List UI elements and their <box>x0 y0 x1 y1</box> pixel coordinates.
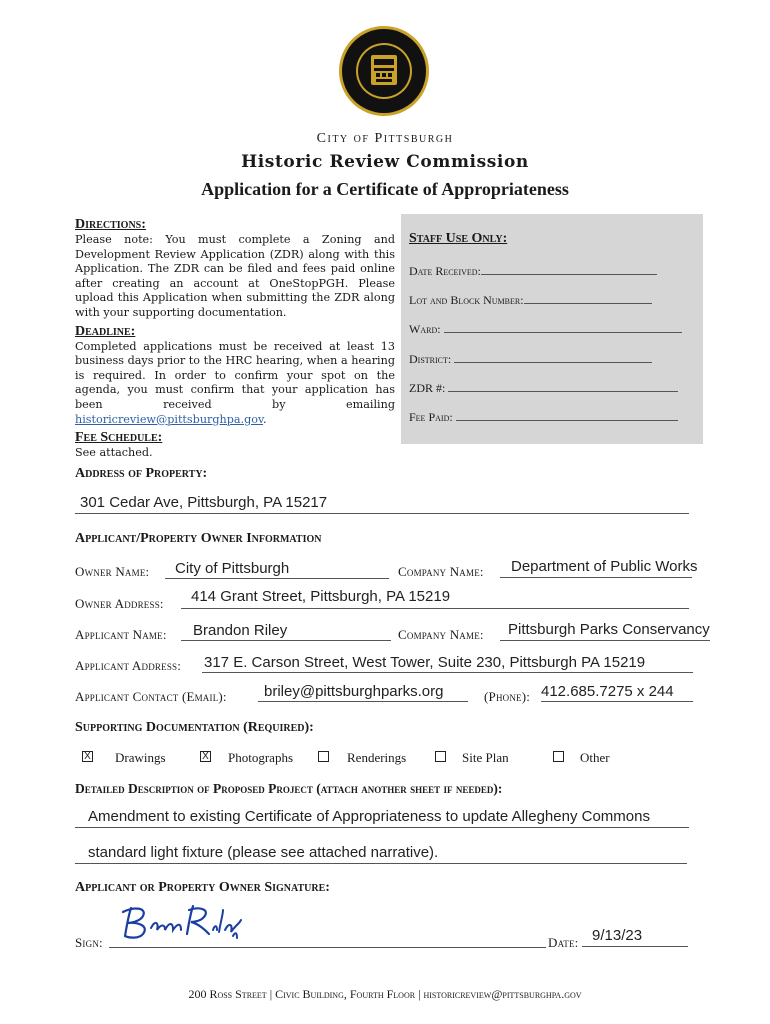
owner-company-value: Department of Public Works <box>511 558 698 575</box>
applicant-name-field[interactable] <box>181 622 391 641</box>
description-line-1-value: Amendment to existing Certificate of Appropriateness to update Allegheny Commons <box>88 808 650 825</box>
staff-lot-block <box>409 293 652 308</box>
property-address-field[interactable] <box>75 494 689 514</box>
contact-email-label: Applicant Contact (Email): <box>75 689 227 704</box>
signature-section-label: Applicant or Property Owner Signature: <box>75 880 330 895</box>
deadline-body: Completed applications must be received at least 13 business days prior to the HRC hearing, when a hearing is required. In order to confirm your spot on the agenda, you must confirm that your application has been received by emailing <box>75 339 395 411</box>
application-title: Application for a Certificate of Appropriateness <box>201 179 569 199</box>
deadline-period: . <box>263 412 267 426</box>
owner-company-label: Company Name: <box>398 564 484 579</box>
hrc-email-link[interactable]: historicreview@pittsburghpa.gov <box>75 412 264 426</box>
staff-ward <box>409 322 682 337</box>
staff-fee-paid-line[interactable] <box>456 411 678 421</box>
fee-schedule-heading: Fee Schedule: <box>75 430 163 446</box>
signature-date-value: 9/13/23 <box>592 927 643 944</box>
staff-field-label: Ward: <box>409 322 441 336</box>
applicant-address-value: 317 E. Carson Street, West Tower, Suite 230, Pittsburgh PA 15219 <box>204 654 646 671</box>
staff-district <box>409 352 652 367</box>
staff-fee-paid <box>409 410 678 425</box>
description-line-2-value: standard light fixture (please see attached narrative). <box>88 844 439 861</box>
owner-name-field[interactable] <box>165 560 389 579</box>
property-address-value: 301 Cedar Ave, Pittsburgh, PA 15217 <box>80 494 328 511</box>
drawings-checkbox[interactable]: X <box>82 751 93 762</box>
description-line-2[interactable] <box>75 844 687 864</box>
commission-title: Historic Review Commission <box>241 152 529 172</box>
staff-field-label: Date Received: <box>409 264 481 278</box>
other-label: Other <box>580 750 610 765</box>
deadline-heading: Deadline: <box>75 323 136 339</box>
page-footer: 200 Ross Street | Civic Building, Fourth Floor | historicreview@pittsburghpa.gov <box>188 987 582 1001</box>
contact-email-value: briley@pittsburghparks.org <box>264 683 444 700</box>
staff-lot-block-line[interactable] <box>524 294 652 304</box>
photographs-label: Photographs <box>228 750 293 765</box>
owner-address-field[interactable] <box>181 588 689 609</box>
date-label: Date: <box>548 935 579 950</box>
directions-heading: Directions: <box>75 217 146 232</box>
owner-name-label: Owner Name: <box>75 564 150 579</box>
supporting-docs-label: Supporting Documentation (Required): <box>75 720 314 735</box>
applicant-name-value: Brandon Riley <box>193 622 288 639</box>
staff-field-label: Lot and Block Number: <box>409 293 524 307</box>
deadline-text <box>75 340 395 428</box>
phone-value: 412.685.7275 x 244 <box>541 683 674 700</box>
contact-email-field[interactable] <box>258 683 468 702</box>
staff-date-received-line[interactable] <box>481 265 657 275</box>
signature-field[interactable] <box>109 930 546 948</box>
staff-field-label: ZDR #: <box>409 381 446 395</box>
other-checkbox[interactable] <box>553 751 564 762</box>
phone-label: (Phone): <box>484 689 531 704</box>
drawings-label: Drawings <box>115 750 166 765</box>
staff-zdr-line[interactable] <box>448 382 678 392</box>
applicant-address-field[interactable] <box>202 654 693 673</box>
applicant-company-value: Pittsburgh Parks Conservancy <box>508 621 710 638</box>
phone-field[interactable] <box>541 683 693 702</box>
staff-use-title: Staff Use Only: <box>409 231 508 246</box>
renderings-label: Renderings <box>347 750 407 765</box>
commission-seal-logo <box>338 25 430 117</box>
applicant-name-label: Applicant Name: <box>75 627 167 642</box>
directions-text: Please note: You must complete a Zoning and Development Review Application (ZDR) along with this Application. The ZDR can be filed and fees paid online after creating an account at OneStopPGH. Please upload this Application when submitting the ZDR along with your supporting documentation. <box>75 233 395 319</box>
description-label: Detailed Description of Proposed Project (attach another sheet if needed): <box>75 781 503 796</box>
staff-field-label: District: <box>409 352 452 366</box>
site-plan-label: Site Plan <box>462 750 509 765</box>
staff-district-line[interactable] <box>454 353 652 363</box>
owner-address-value: 414 Grant Street, Pittsburgh, PA 15219 <box>191 588 451 605</box>
city-heading: City of Pittsburgh <box>316 131 454 146</box>
sign-label: Sign: <box>75 935 103 950</box>
applicant-company-label: Company Name: <box>398 627 484 642</box>
fee-schedule-text: See attached. <box>75 446 153 460</box>
owner-address-label: Owner Address: <box>75 596 164 611</box>
property-address-label: Address of Property: <box>75 466 208 481</box>
applicant-address-label: Applicant Address: <box>75 658 182 673</box>
applicant-company-field[interactable] <box>500 621 710 641</box>
site-plan-checkbox[interactable] <box>435 751 446 762</box>
photographs-checkbox[interactable]: X <box>200 751 211 762</box>
staff-date-received <box>409 264 657 279</box>
staff-field-label: Fee Paid: <box>409 410 453 424</box>
staff-ward-line[interactable] <box>444 323 682 333</box>
owner-company-field[interactable] <box>500 558 698 578</box>
instructions-column <box>75 217 395 461</box>
signature-date-field[interactable] <box>582 928 688 947</box>
staff-zdr <box>409 381 678 396</box>
owner-name-value: City of Pittsburgh <box>175 560 290 577</box>
renderings-checkbox[interactable] <box>318 751 329 762</box>
description-line-1[interactable] <box>75 808 689 828</box>
applicant-section-label: Applicant/Property Owner Information <box>75 531 322 546</box>
